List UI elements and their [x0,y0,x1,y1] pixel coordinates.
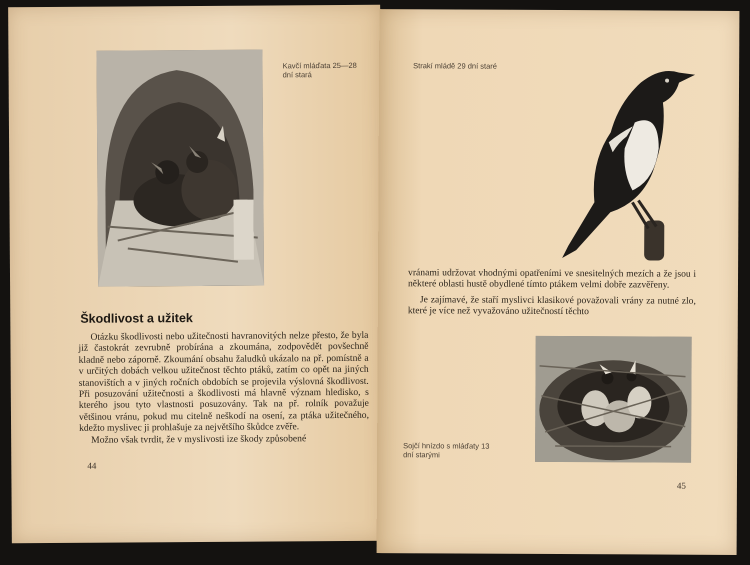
left-body-text [78,330,369,446]
right-paragraph-2: Je zajímavé, že staří myslivci klasikové považovali vrány za nutné zlo, které je více než vyvažováno užitečností těchto [407,294,696,318]
magpie-photo [548,62,699,263]
left-paragraph-2: Možno však tvrdit, že v myslivosti ize škody způsobené [91,432,307,446]
left-paragraph-1: Otázku škodlivosti nebo užitečnosti havranovitých nelze přesto, že byla již častokrát zevrubně probírána a zkoumána, zodpovědět povšechně kladně nebo záporně. Zkoumání obsahu žaludků ukázalo na př. pomístně a v určitých dobách velkou užitečnost těchto ptáků, zatím co opět na jiných stanovištích a v jiných ročních obdobích se projevila výslovná škodlivost. Při posuzování užitečnosti a škodlivosti má hlavně význam hledisko, s kterého jsou tyto vlastnosti posuzovány. Tak na př. rolník považuje většinou vránu, pokud mu citelně neškodí na osení, za ptáka užitečného, kdežto myslivec ji prohlašuje za největšího škůdce zvěře. [78,329,370,435]
right-page [377,9,740,555]
jackdaw-photo-caption: Kavčí mláďata 25—28 dní stará [282,60,357,80]
right-paragraph-1: vránami udržovat vhodnými opatřeními ve snesitelných mezích a že jsou i některé oblasti hustě obydlené tímto ptákem velmi dobře zazvěřeny. [407,267,697,291]
jackdaw-chicks-photo [96,50,264,287]
section-title: Škodlivost a užitek [80,311,193,326]
magpie-photo-caption: Strakí mládě 29 dní staré [413,61,497,71]
right-page-number: 45 [676,480,686,491]
left-page-number: 44 [87,460,97,471]
jay-nest-photo [535,336,692,463]
right-body-text [408,267,696,318]
left-page [8,5,384,544]
jay-nest-caption: Sojčí hnízdo s mláďaty 13 dní starými [403,441,490,460]
